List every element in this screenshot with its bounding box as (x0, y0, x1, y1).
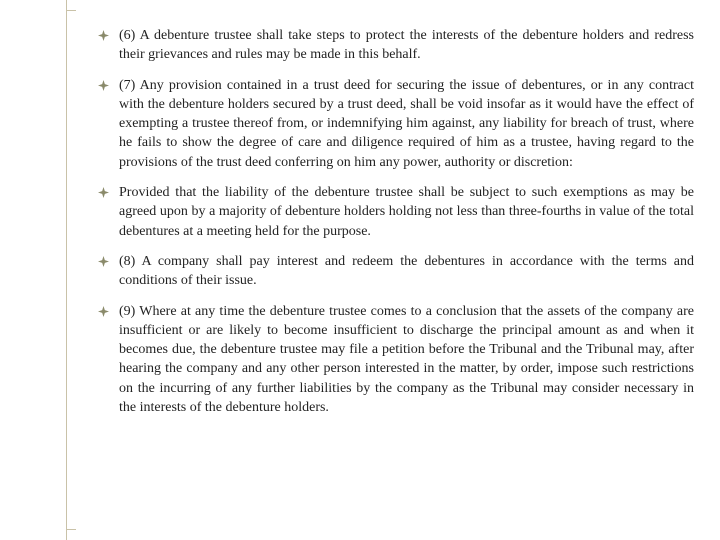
frame-corner-top (66, 0, 76, 11)
bullet-item-proviso (98, 183, 694, 241)
bullet-text: (7) Any provision contained in a trust deed for securing the issue of debentures, or in any contract with the debenture holders secured by a trust deed, shall be void insofar as it would have the effect of exempting a trustee thereof from, or indemnifying him against, any liability for breach of trust, where he fails to show the degree of care and diligence required of him as a trustee, having regard to the provisions of the trust deed conferring on him any power, authority or discretion: (119, 77, 694, 170)
bullet-text: (6) A debenture trustee shall take steps to protect the interests of the debenture holders and redress their grievances and rules may be made in this behalf. (119, 28, 694, 63)
bullet-item-9 (98, 302, 694, 418)
diamond-bullet-icon (98, 306, 109, 317)
diamond-bullet-icon (98, 187, 109, 198)
bullet-item-8 (98, 252, 694, 291)
bullet-item-6 (98, 26, 694, 65)
bullet-text: Provided that the liability of the debenture trustee shall be subject to such exemptions as may be agreed upon by a majority of debenture holders holding not less than three-fourths in value of the total debentures at a meeting held for the purpose. (119, 185, 694, 239)
frame-corner-bottom (66, 529, 76, 540)
diamond-bullet-icon (98, 80, 109, 91)
bullet-text: (9) Where at any time the debenture trustee comes to a conclusion that the assets of the company are insufficient or are likely to become insufficient to discharge the principal amount as and when it becomes due, the debenture trustee may file a petition before the Tribunal and the Tribunal may, after hearing the company and any other person interested in the matter, by order, impose such restrictions on the incurring of any further liabilities by the company as the Tribunal may consider necessary in the interests of the debenture holders. (119, 303, 694, 416)
bullet-item-7 (98, 76, 694, 172)
bullet-list (98, 26, 694, 428)
diamond-bullet-icon (98, 30, 109, 41)
diamond-bullet-icon (98, 256, 109, 267)
bullet-text: (8) A company shall pay interest and redeem the debentures in accordance with the terms and conditions of their issue. (119, 253, 694, 289)
